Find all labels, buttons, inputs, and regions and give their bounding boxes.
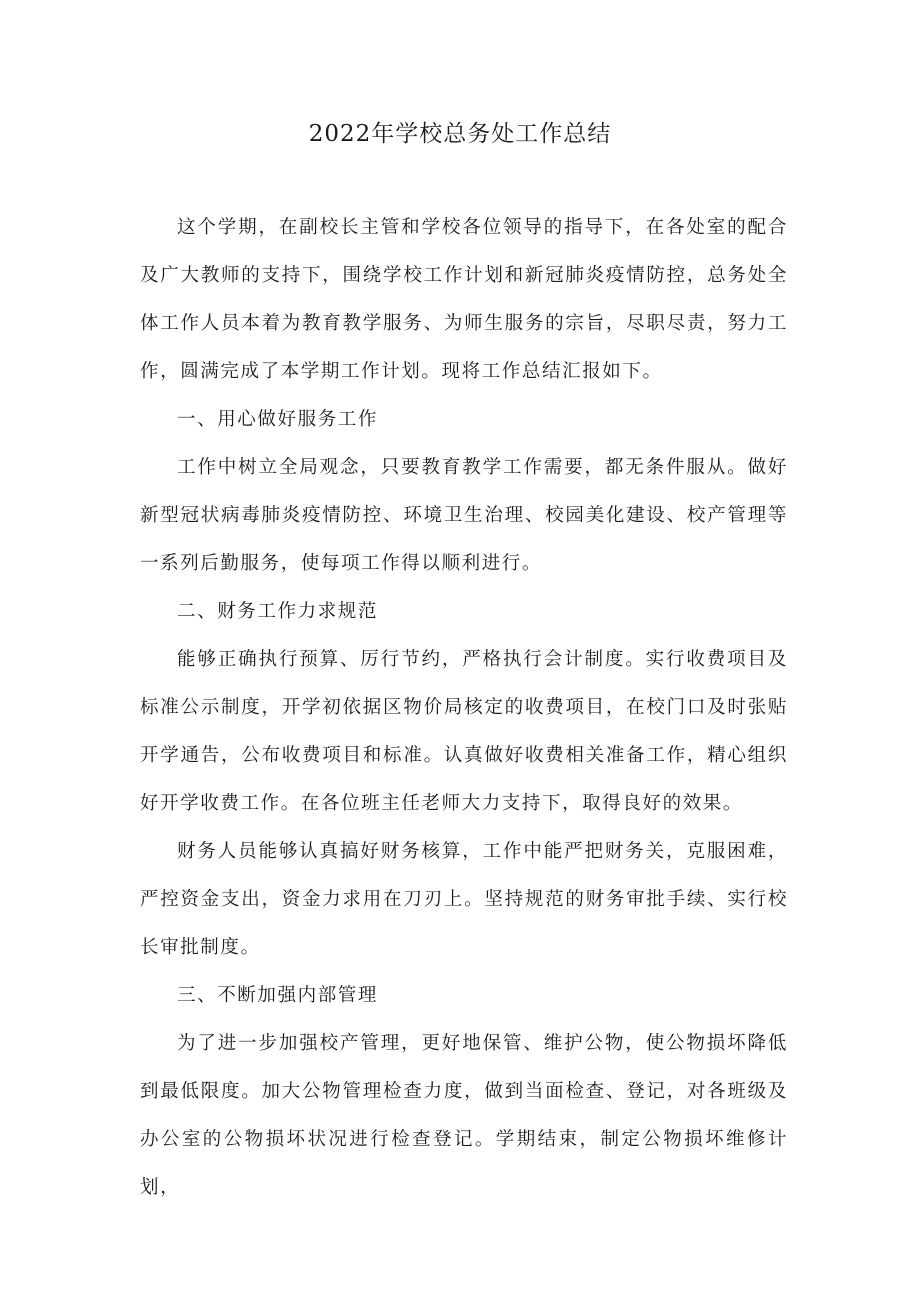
section-heading-management: 三、不断加强内部管理 <box>177 985 379 1006</box>
document-body <box>140 204 788 1212</box>
paragraph-finance: 能够正确执行预算、厉行节约，严格执行会计制度。实行收费项目及标准公示制度，开学初依据区物价局核定的收费项目，在校门口及时张贴开学通告，公布收费项目和标准。认真做好收费相关准备工作，精心组织好开学收费工作。在各位班主任老师大力支持下，取得良好的效果。 <box>140 649 788 814</box>
paragraph-intro: 这个学期，在副校长主管和学校各位领导的指导下，在各处室的配合及广大教师的支持下，围绕学校工作计划和新冠肺炎疫情防控，总务处全体工作人员本着为教育教学服务、为师生服务的宗旨，尽职尽责，努力工作，圆满完成了本学期工作计划。现将工作总结汇报如下。 <box>140 217 788 382</box>
section-heading-service: 一、用心做好服务工作 <box>177 409 379 430</box>
paragraph-finance-staff: 财务人员能够认真搞好财务核算，工作中能严把财务关，克服困难，严控资金支出，资金力求用在刀刃上。坚持规范的财务审批手续、实行校长审批制度。 <box>140 841 788 958</box>
paragraph-management: 为了进一步加强校产管理，更好地保管、维护公物，使公物损坏降低到最低限度。加大公物管理检查力度，做到当面检查、登记，对各班级及办公室的公物损坏状况进行检查登记。学期结束，制定公物损坏维修计划， <box>140 1033 788 1198</box>
paragraph-service: 工作中树立全局观念，只要教育教学工作需要，都无条件服从。做好新型冠状病毒肺炎疫情防控、环境卫生治理、校园美化建设、校产管理等一系列后勤服务，使每项工作得以顺利进行。 <box>140 457 788 574</box>
section-heading-finance: 二、财务工作力求规范 <box>177 601 379 622</box>
document-title: 2022年学校总务处工作总结 <box>308 121 612 147</box>
